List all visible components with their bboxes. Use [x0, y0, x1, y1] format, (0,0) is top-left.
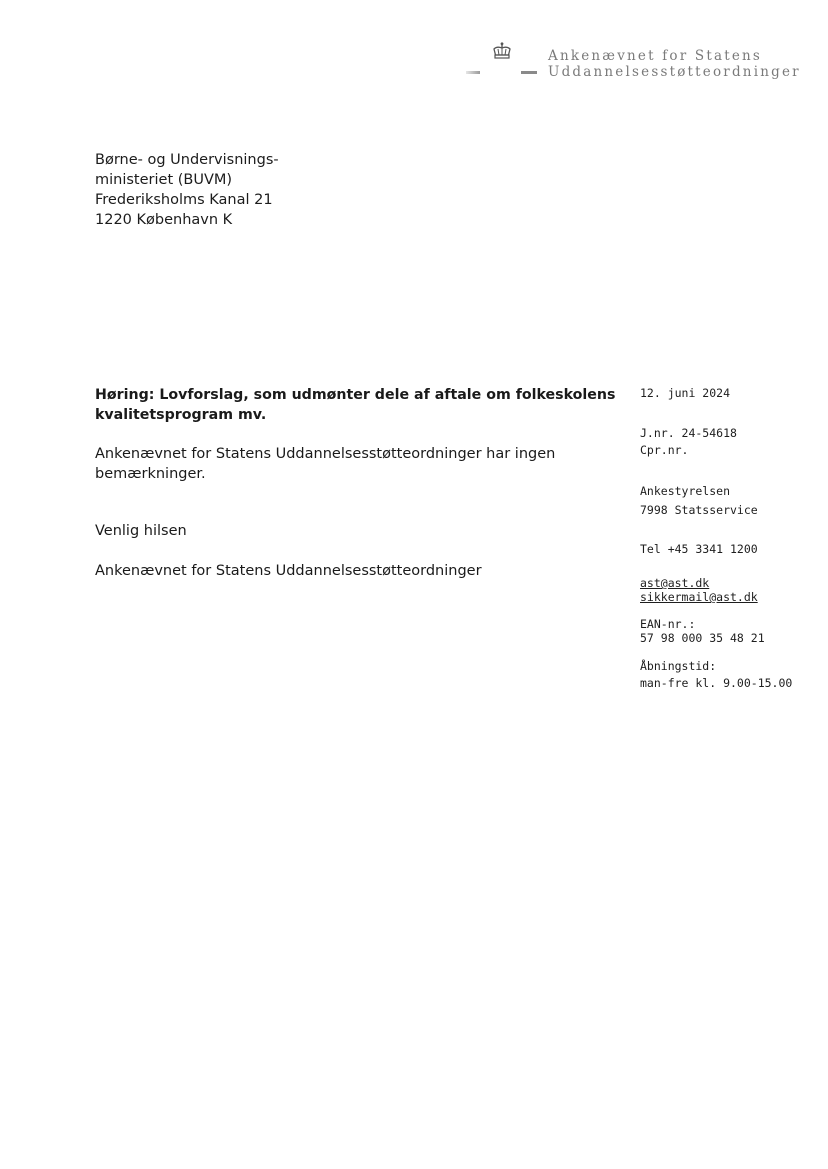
hours-value: man-fre kl. 9.00-15.00	[640, 676, 793, 690]
cpr-number: Cpr.nr.	[640, 443, 689, 457]
journal-number: J.nr. 24-54618	[640, 426, 737, 440]
phone-number: Tel +45 3341 1200	[640, 542, 758, 556]
address-line: ministeriet (BUVM)	[95, 172, 233, 188]
ean-label: EAN-nr.:	[640, 617, 696, 631]
sidebar-case-info	[640, 425, 737, 459]
address-line: Børne- og Undervisnings-	[95, 152, 279, 168]
letter-body: Ankenævnet for Statens Uddannelsesstøtteordninger har ingen bemærkninger.	[95, 446, 556, 482]
email-link[interactable]: ast@ast.dk	[640, 576, 710, 590]
letter-greeting: Venlig hilsen	[95, 523, 187, 539]
sidebar-sender	[640, 483, 758, 519]
secure-email-link[interactable]: sikkermail@ast.dk	[640, 590, 758, 604]
address-line: Frederiksholms Kanal 21	[95, 192, 273, 208]
logo-bar-left	[466, 71, 480, 74]
sidebar-hours	[640, 658, 792, 692]
letter-subject: Høring: Lovforslag, som udmønter dele af aftale om folkeskolens kvalitetsprogram mv.	[95, 387, 616, 423]
address-line: 1220 København K	[95, 212, 233, 228]
org-name	[548, 48, 801, 80]
letter-date: 12. juni 2024	[640, 386, 731, 400]
org-name-line1: Ankenævnet for Statens	[548, 48, 763, 64]
sender-service: 7998 Statsservice	[640, 503, 758, 517]
letterhead-logo	[466, 42, 816, 82]
sender-name: Ankestyrelsen	[640, 484, 731, 498]
sidebar-ean	[640, 617, 765, 645]
logo-bar-right	[521, 71, 537, 74]
letter-signature: Ankenævnet for Statens Uddannelsesstøtteordninger	[95, 563, 482, 579]
recipient-address	[95, 150, 279, 230]
crown-icon	[491, 42, 513, 62]
org-name-line2: Uddannelsesstøtteordninger	[548, 64, 801, 80]
hours-label: Åbningstid:	[640, 659, 717, 673]
ean-value: 57 98 000 35 48 21	[640, 631, 765, 645]
sidebar-emails	[640, 576, 758, 604]
